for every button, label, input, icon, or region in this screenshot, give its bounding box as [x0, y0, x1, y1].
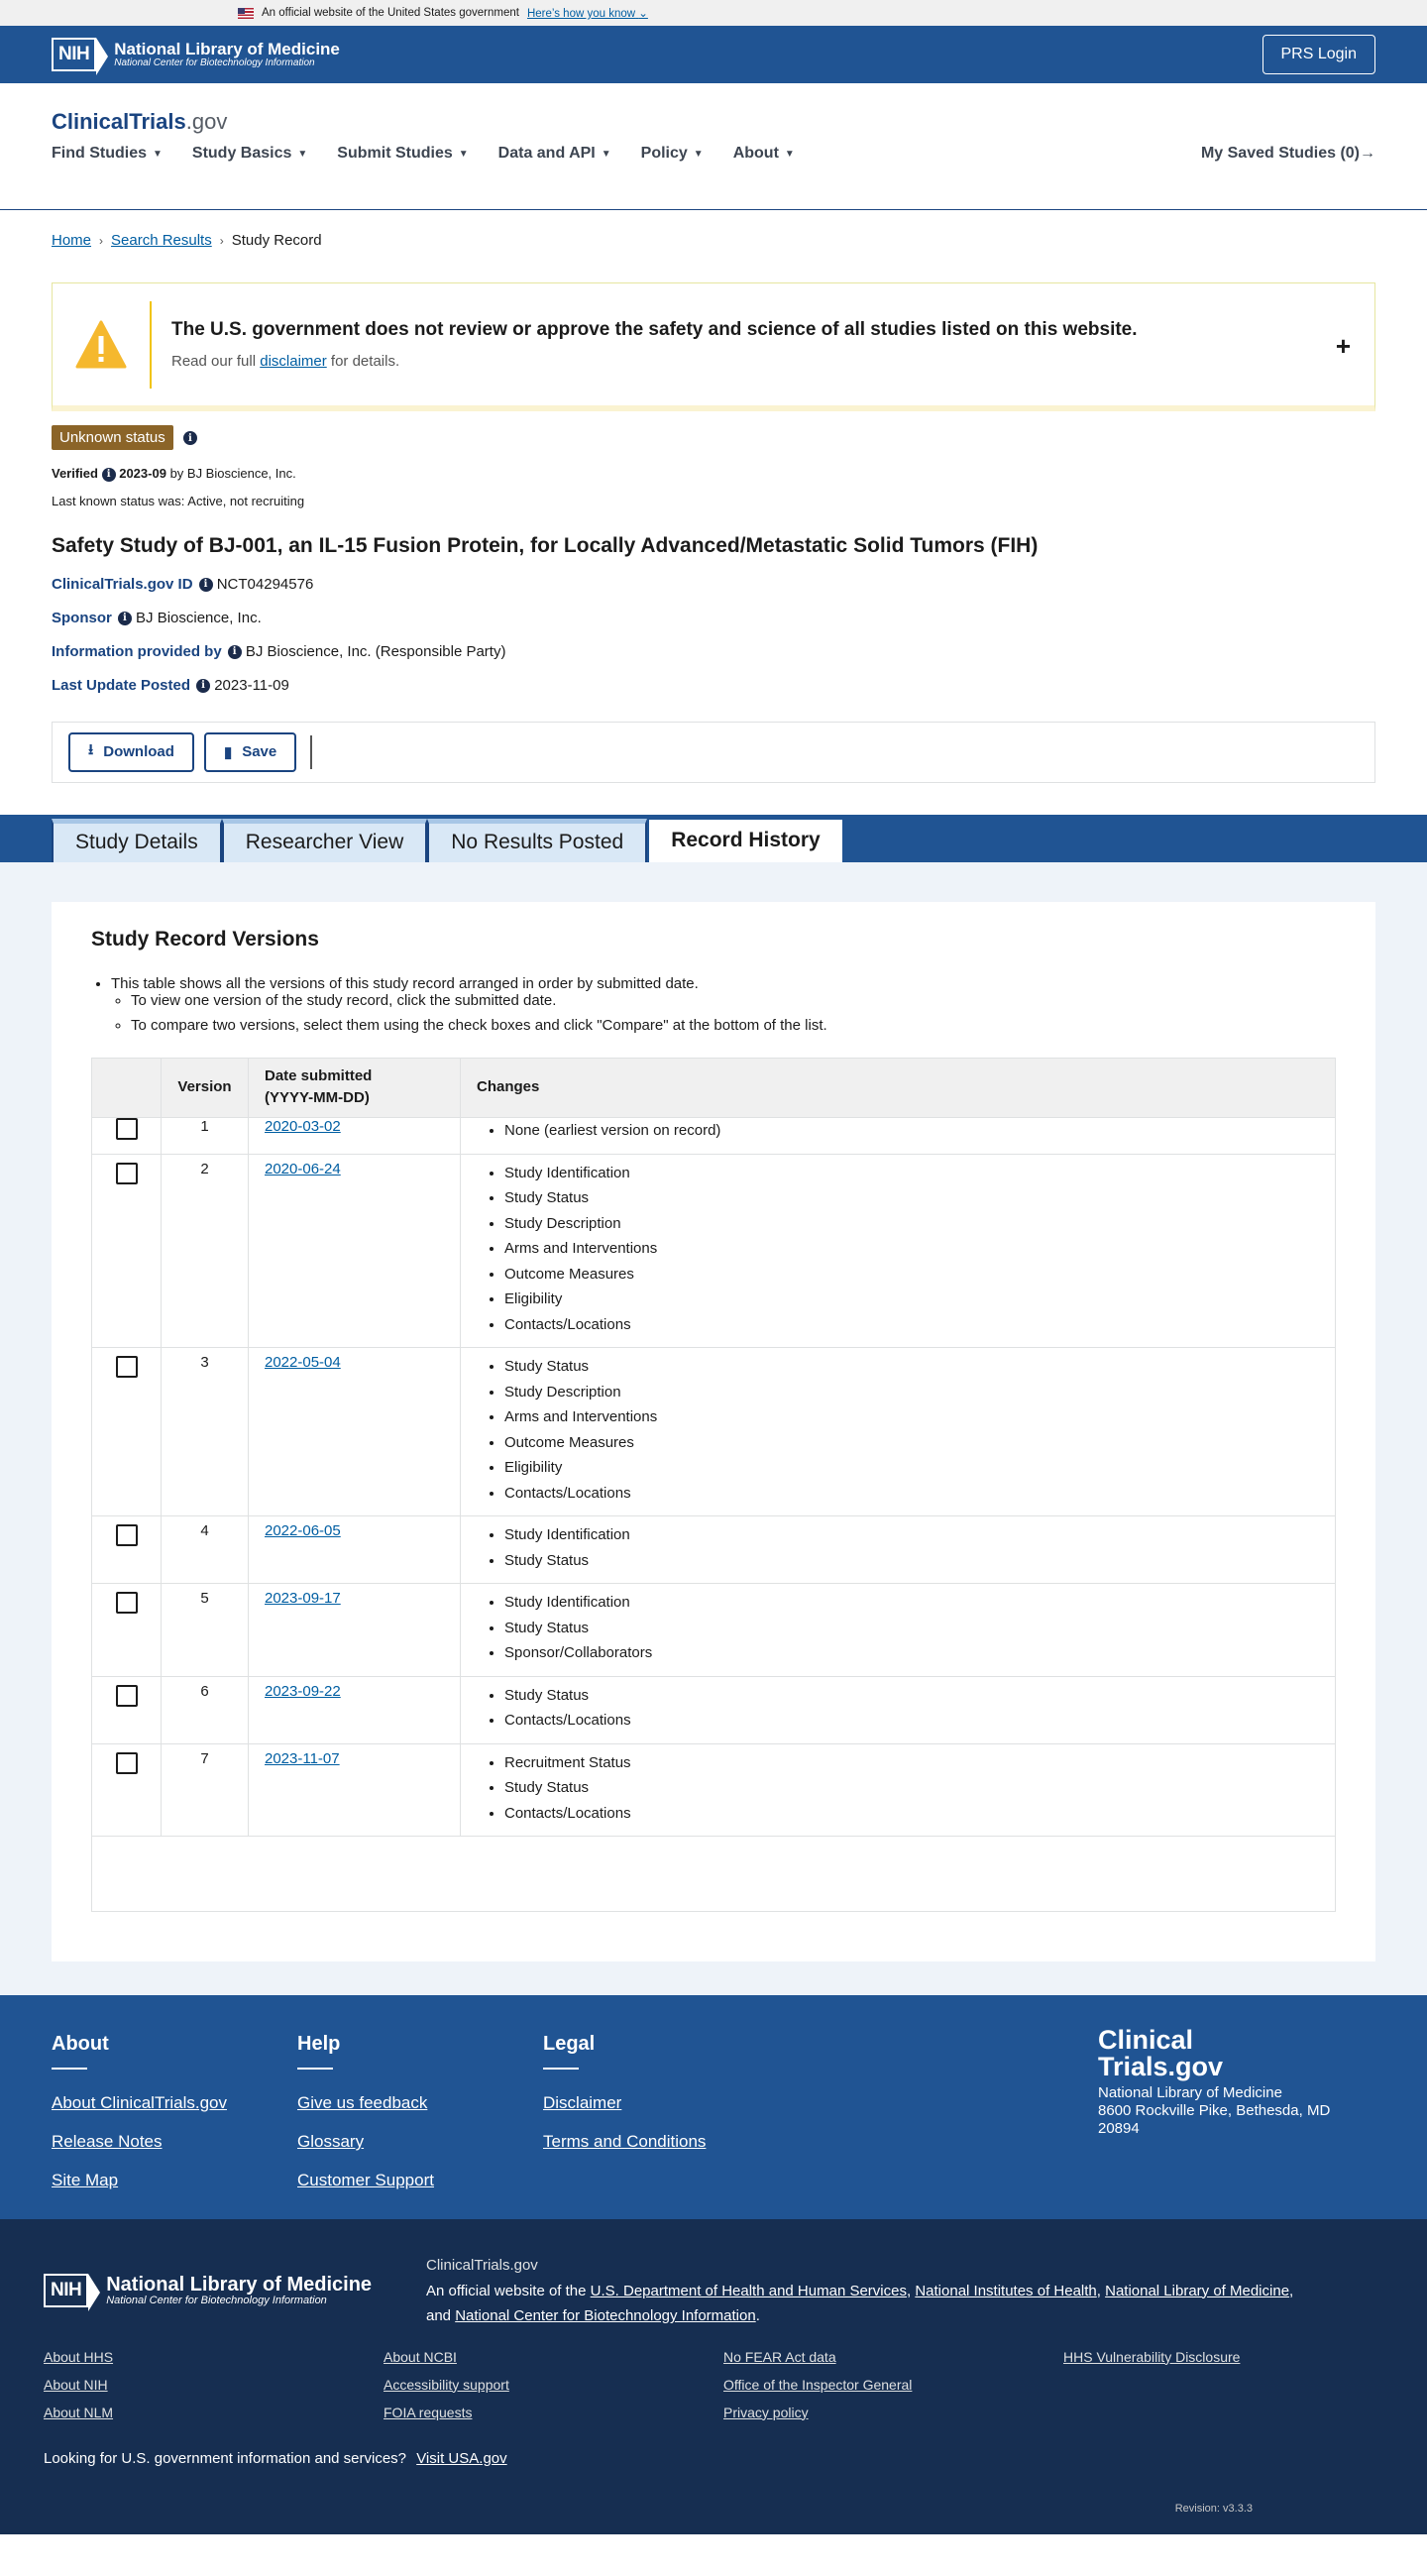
change-item: • Study Description — [504, 1211, 1319, 1237]
select-cell — [92, 1117, 162, 1154]
changes-cell — [461, 1676, 1336, 1743]
versions-table — [91, 1058, 1336, 1913]
table-footer-row — [92, 1837, 1336, 1912]
col-version: Version — [162, 1058, 249, 1117]
col-changes: Changes — [461, 1058, 1336, 1117]
change-item: • Arms and Interventions — [504, 1236, 1319, 1262]
chevron-down-icon: ▼ — [458, 148, 469, 160]
usa-gov-link[interactable]: Visit USA.gov — [416, 2449, 507, 2467]
select-cell — [92, 1743, 162, 1837]
verified-line: Verified i 2023-09 by BJ Bioscience, Inc. — [52, 466, 296, 481]
select-cell — [92, 1348, 162, 1516]
footer-link[interactable]: About NIH — [44, 2376, 108, 2393]
footer-link[interactable]: Give us feedback — [297, 2093, 428, 2113]
version-date-link[interactable]: 2022-05-04 — [265, 1354, 341, 1372]
breadcrumb-search-results[interactable]: Search Results — [111, 232, 212, 249]
action-bar — [52, 722, 1375, 783]
change-item: • Study Identification — [504, 1590, 1319, 1616]
version-checkbox[interactable] — [116, 1685, 138, 1707]
changes-cell — [461, 1516, 1336, 1584]
nih-header — [0, 26, 1427, 83]
date-cell — [249, 1348, 461, 1516]
version-number: 6 — [162, 1676, 249, 1743]
chevron-down-icon: ▼ — [153, 148, 163, 160]
breadcrumb-home[interactable]: Home — [52, 232, 92, 249]
tab-record-history[interactable]: Record History — [647, 815, 844, 862]
study-header — [0, 425, 1427, 694]
footer-bottom — [0, 2219, 1427, 2534]
nav-about[interactable]: About ▼ — [732, 145, 795, 162]
change-item: • Contacts/Locations — [504, 1801, 1319, 1827]
footer-legal-col — [543, 2033, 789, 2189]
arrow-right-icon: → — [1360, 145, 1375, 162]
table-row — [92, 1743, 1336, 1837]
table-row — [92, 1117, 1336, 1154]
changes-list — [504, 1161, 1319, 1338]
alert-title: The U.S. government does not review or approve the safety and science of all studies listed on this website. — [171, 319, 1138, 340]
change-item: • Study Identification — [504, 1522, 1319, 1548]
changes-cell — [461, 1584, 1336, 1677]
disclaimer-link[interactable]: disclaimer — [260, 353, 327, 370]
footer-link[interactable]: Terms and Conditions — [543, 2132, 707, 2152]
info-icon[interactable]: i — [118, 612, 132, 625]
version-date-link[interactable]: 2023-11-07 — [265, 1749, 340, 1767]
select-cell — [92, 1584, 162, 1677]
save-button[interactable]: ▮ Save — [204, 732, 296, 772]
gov-banner-text: An official website of the United States government — [262, 7, 519, 19]
footer-help-col — [297, 2033, 543, 2189]
change-item: • None (earliest version on record) — [504, 1118, 1319, 1144]
ncbi-link[interactable]: National Center for Biotechnology Information — [455, 2307, 756, 2325]
footer-top — [0, 1995, 1427, 2219]
change-item: • Sponsor/Collaborators — [504, 1640, 1319, 1666]
col-select — [92, 1058, 162, 1117]
footer-link[interactable]: About NLM — [44, 2404, 114, 2420]
change-item: • Study Status — [504, 1775, 1319, 1801]
how-you-know-link[interactable]: Here’s how you know ⌄ — [526, 8, 648, 20]
expand-alert-button[interactable]: + — [1335, 331, 1351, 361]
table-row — [92, 1676, 1336, 1743]
version-date-link[interactable]: 2022-06-05 — [265, 1522, 341, 1540]
tabs-bar — [0, 815, 1427, 862]
footer-link[interactable]: Accessibility support — [384, 2376, 509, 2393]
table-row — [92, 1584, 1336, 1677]
changes-list — [504, 1590, 1319, 1666]
info-icon[interactable]: i — [228, 645, 242, 659]
status-badge: Unknown status — [52, 425, 173, 450]
footer-help-title: Help — [297, 2033, 333, 2070]
select-cell — [92, 1516, 162, 1584]
changes-cell — [461, 1154, 1336, 1348]
info-icon[interactable]: i — [196, 679, 210, 693]
version-number: 4 — [162, 1516, 249, 1584]
table-row — [92, 1348, 1336, 1516]
tab-no-results-posted[interactable]: No Results Posted — [427, 819, 647, 862]
info-provided-row: Information provided by i BJ Bioscience, Inc. (Responsible Party) — [52, 642, 506, 660]
changes-list — [504, 1118, 1319, 1144]
version-number: 3 — [162, 1348, 249, 1516]
warning-icon — [53, 320, 150, 370]
footer-link[interactable]: About ClinicalTrials.gov — [52, 2093, 227, 2113]
last-update-row: Last Update Posted i 2023-11-09 — [52, 676, 289, 694]
footer-about-title: About — [52, 2033, 87, 2070]
info-icon[interactable]: i — [199, 578, 213, 592]
versions-heading: Study Record Versions — [91, 927, 319, 951]
intro-subitem: ◦ To compare two versions, select them using the check boxes and click "Compare" at the bottom of the list. — [131, 1017, 1336, 1034]
sponsor-row: Sponsor i BJ Bioscience, Inc. — [52, 609, 262, 626]
footer-link[interactable]: FOIA requests — [384, 2404, 473, 2420]
tab-researcher-view[interactable]: Researcher View — [222, 819, 428, 862]
info-icon[interactable]: i — [183, 431, 197, 445]
footer-description: ClinicalTrials.gov An official website of the U.S. Department of Health and Human Services, National Institutes of Health, National Library of Medicine, and National Center for Biotechnology Information. — [426, 2257, 1294, 2325]
changes-list — [504, 1522, 1319, 1573]
nav-data-api[interactable]: Data and API ▼ — [497, 145, 611, 162]
footer-link[interactable]: No FEAR Act data — [723, 2348, 836, 2365]
breadcrumb-current: Study Record — [231, 232, 322, 249]
footer-link[interactable]: Glossary — [297, 2132, 365, 2152]
footer-address: National Library of Medicine 8600 Rockville Pike, Bethesda, MD 20894 — [1098, 2084, 1331, 2138]
date-cell — [249, 1516, 461, 1584]
my-saved-studies-link[interactable]: My Saved Studies (0)→ — [1200, 145, 1375, 162]
change-item: • Contacts/Locations — [504, 1708, 1319, 1734]
prs-login-button[interactable]: PRS Login — [1262, 35, 1376, 74]
footer-about-col — [52, 2033, 297, 2189]
change-item: • Outcome Measures — [504, 1430, 1319, 1456]
version-date-link[interactable]: 2023-09-22 — [265, 1682, 341, 1700]
date-cell — [249, 1584, 461, 1677]
download-icon: ⭳ — [88, 741, 94, 759]
alert-text: Read our full disclaimer for details. — [171, 353, 400, 370]
chevron-down-icon: ⌄ — [638, 8, 648, 20]
gov-banner — [0, 0, 1427, 26]
disclaimer-alert — [52, 282, 1375, 411]
version-date-link[interactable]: 2020-03-02 — [265, 1117, 341, 1135]
change-item: • Contacts/Locations — [504, 1312, 1319, 1338]
date-cell — [249, 1676, 461, 1743]
main-nav — [52, 145, 1375, 163]
footer-link[interactable]: About NCBI — [384, 2348, 457, 2365]
change-item: • Study Status — [504, 1354, 1319, 1380]
changes-cell — [461, 1348, 1336, 1516]
clinicaltrials-logo[interactable]: ClinicalTrials.gov — [52, 109, 228, 134]
version-checkbox[interactable] — [116, 1163, 138, 1184]
change-item: • Recruitment Status — [504, 1750, 1319, 1776]
versions-intro — [111, 975, 1336, 1034]
change-item: • Study Identification — [504, 1161, 1319, 1186]
chevron-down-icon: ▼ — [784, 148, 795, 160]
footer-link[interactable]: Customer Support — [297, 2171, 434, 2190]
breadcrumb — [0, 232, 1427, 249]
changes-cell — [461, 1743, 1336, 1837]
footer-logo[interactable]: Clinical Trials.gov — [1098, 2025, 1224, 2082]
changes-list — [504, 1354, 1319, 1506]
version-checkbox[interactable] — [116, 1592, 138, 1614]
study-title: Safety Study of BJ-001, an IL-15 Fusion Protein, for Locally Advanced/Metastatic Solid Tumors (FIH) — [52, 533, 1039, 557]
bookmark-icon: ▮ — [223, 743, 233, 761]
footer-link[interactable]: About HHS — [44, 2348, 114, 2365]
version-checkbox[interactable] — [116, 1356, 138, 1378]
select-cell — [92, 1154, 162, 1348]
changes-list — [504, 1683, 1319, 1734]
footer-bottom-links — [44, 2349, 1383, 2432]
version-number: 5 — [162, 1584, 249, 1677]
chevron-down-icon: ▼ — [601, 148, 611, 160]
footer-link[interactable]: Release Notes — [52, 2132, 163, 2152]
nih-badge: NIH — [44, 2274, 88, 2307]
footer-link[interactable]: Disclaimer — [543, 2093, 622, 2113]
hhs-link[interactable]: U.S. Department of Health and Human Services — [590, 2282, 907, 2299]
version-date-link[interactable]: 2020-06-24 — [265, 1160, 341, 1177]
version-checkbox[interactable] — [116, 1752, 138, 1774]
version-number: 7 — [162, 1743, 249, 1837]
version-checkbox[interactable] — [116, 1524, 138, 1546]
table-row — [92, 1154, 1336, 1348]
study-id-row: ClinicalTrials.gov ID i NCT04294576 — [52, 575, 314, 593]
footer-nlm-logo[interactable]: NIH National Library of Medicine National Center for Biotechnology Information — [44, 2253, 426, 2329]
nlm-title: National Library of Medicine — [114, 39, 340, 58]
info-icon[interactable]: i — [102, 468, 116, 482]
intro-item: • This table shows all the versions of this study record arranged in order by submitted date. — [111, 975, 1336, 992]
versions-card — [52, 902, 1375, 1962]
footer-link[interactable]: Office of the Inspector General — [723, 2376, 913, 2393]
change-item: • Study Description — [504, 1380, 1319, 1405]
change-item: • Study Status — [504, 1548, 1319, 1574]
footer-legal-title: Legal — [543, 2033, 579, 2070]
us-flag-icon — [238, 8, 254, 19]
change-item: • Contacts/Locations — [504, 1481, 1319, 1507]
nav-submit-studies[interactable]: Submit Studies ▼ — [337, 145, 469, 162]
changes-cell — [461, 1117, 1336, 1154]
nav-find-studies[interactable]: Find Studies ▼ — [52, 145, 163, 162]
download-button[interactable]: ⭳ Download — [68, 732, 194, 772]
footer-link[interactable]: HHS Vulnerability Disclosure — [1063, 2348, 1241, 2365]
change-item: • Eligibility — [504, 1455, 1319, 1481]
nih-badge: NIH — [52, 38, 96, 71]
nlm-link[interactable]: National Library of Medicine — [1105, 2282, 1290, 2299]
main-content — [0, 862, 1427, 1996]
ncbi-subtitle: National Center for Biotechnology Information — [114, 56, 315, 68]
chevron-right-icon: › — [219, 233, 224, 248]
site-header — [0, 83, 1427, 210]
action-divider — [310, 735, 312, 769]
version-number: 1 — [162, 1117, 249, 1154]
select-cell — [92, 1676, 162, 1743]
table-header-row — [92, 1058, 1336, 1117]
change-item: • Outcome Measures — [504, 1262, 1319, 1288]
tab-study-details[interactable]: Study Details — [52, 819, 222, 862]
changes-list — [504, 1750, 1319, 1827]
date-cell — [249, 1117, 461, 1154]
nlm-logo[interactable] — [52, 38, 340, 71]
usa-gov-line: Looking for U.S. government information and services? Visit USA.gov — [44, 2449, 507, 2467]
nih-link[interactable]: National Institutes of Health — [915, 2282, 1097, 2299]
date-cell — [249, 1743, 461, 1837]
date-cell — [249, 1154, 461, 1348]
footer-brand — [1098, 2027, 1356, 2138]
nav-study-basics[interactable]: Study Basics ▼ — [191, 145, 308, 162]
chevron-down-icon: ▼ — [693, 148, 704, 160]
change-item: • Study Status — [504, 1616, 1319, 1641]
footer-link[interactable]: Privacy policy — [723, 2404, 809, 2420]
revision-text: Revision: v3.3.3 — [1174, 2503, 1253, 2516]
nav-policy[interactable]: Policy ▼ — [640, 145, 704, 162]
footer-link[interactable]: Site Map — [52, 2171, 119, 2190]
chevron-right-icon: › — [99, 233, 104, 248]
change-item: • Study Status — [504, 1683, 1319, 1709]
intro-subitem: ◦ To view one version of the study record, click the submitted date. — [131, 992, 1336, 1009]
change-item: • Arms and Interventions — [504, 1404, 1319, 1430]
version-checkbox[interactable] — [116, 1118, 138, 1140]
version-number: 2 — [162, 1154, 249, 1348]
chevron-down-icon: ▼ — [297, 148, 308, 160]
change-item: • Eligibility — [504, 1287, 1319, 1312]
version-date-link[interactable]: 2023-09-17 — [265, 1590, 341, 1608]
col-date: Date submitted (YYYY-MM-DD) — [249, 1058, 461, 1117]
change-item: • Study Status — [504, 1185, 1319, 1211]
table-row — [92, 1516, 1336, 1584]
last-known-status: Last known status was: Active, not recruiting — [52, 493, 305, 508]
